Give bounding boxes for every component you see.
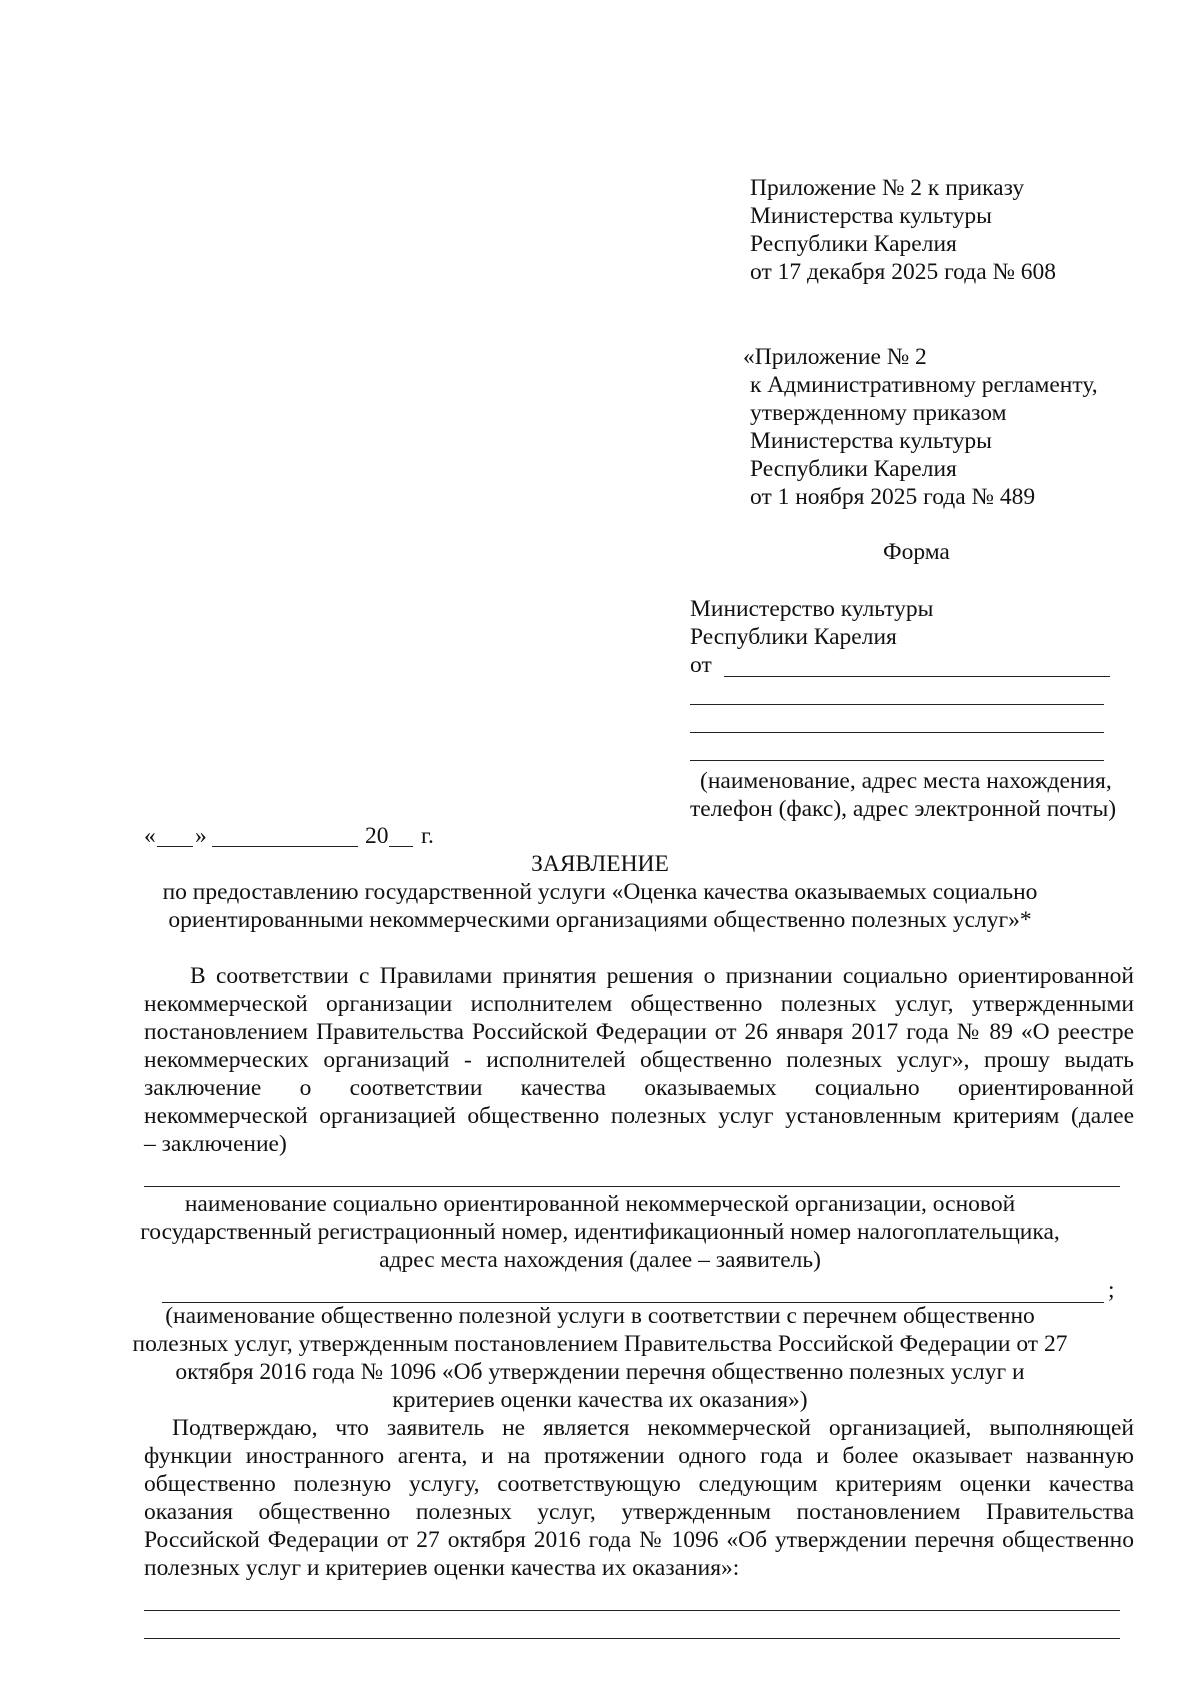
month-field-line[interactable] <box>212 846 358 847</box>
addressee-line: Республики Карелия <box>690 624 897 650</box>
appendix-regulation-line: от 1 ноября 2025 года № 489 <box>750 484 1036 510</box>
organization-hint: государственный регистрационный номер, идентификационный номер налогоплательщика, <box>140 1219 1060 1245</box>
paragraph-line: некоммерческих организаций - исполнителей общественно полезных услуг», прошу выдать <box>144 1047 1134 1073</box>
appendix-order-line: от 17 декабря 2025 года № 608 <box>750 259 1057 285</box>
year-suffix: г. <box>421 823 434 849</box>
sender-field-line[interactable] <box>690 704 1104 705</box>
paragraph-line: оказания общественно полезных услуг, утвержденным постановлением Правительства <box>144 1499 1134 1525</box>
paragraph-line: полезных услуг и критериев оценки качества их оказания»: <box>144 1555 740 1581</box>
organization-hint: адрес места нахождения (далее – заявитель) <box>379 1247 821 1273</box>
appendix-order-line: Приложение № 2 к приказу <box>750 175 1025 201</box>
appendix-regulation-line: утвержденному приказом <box>750 400 1007 426</box>
appendix-regulation-line: Республики Карелия <box>750 456 957 482</box>
organization-hint: наименование социально ориентированной некоммерческой организации, основой <box>184 1191 1016 1217</box>
day-field-line[interactable] <box>157 846 193 847</box>
date-open-quote: « <box>144 823 156 849</box>
addressee-line: Министерство культуры <box>690 596 934 622</box>
document-title: ЗАЯВЛЕНИЕ <box>531 851 669 877</box>
appendix-order-line: Республики Карелия <box>750 231 957 257</box>
addressee-hint: (наименование, адрес места нахождения, <box>700 768 1112 794</box>
from-label: от <box>690 652 712 678</box>
service-hint: полезных услуг, утвержденным постановлением Правительства Российской Федерации от 27 <box>132 1331 1068 1357</box>
service-line-end: ; <box>1108 1277 1115 1303</box>
date-close-quote: » <box>195 823 207 849</box>
sender-field-line[interactable] <box>690 760 1104 761</box>
appendix-order-line: Министерства культуры <box>750 203 992 229</box>
year-prefix: 20 <box>365 823 389 849</box>
service-hint: (наименование общественно полезной услуги в соответствии с перечнем общественно <box>165 1303 1035 1329</box>
form-label: Форма <box>883 539 950 565</box>
paragraph-line: В соответствии с Правилами принятия решения о признании социально ориентированной <box>190 963 1134 989</box>
criteria-field-line[interactable] <box>144 1610 1120 1611</box>
paragraph-line: постановлением Правительства Российской Федерации от 26 января 2017 года № 89 «О реестре <box>144 1019 1134 1045</box>
organization-field-line[interactable] <box>144 1186 1120 1187</box>
addressee-hint: телефон (факс), адрес электронной почты) <box>690 796 1117 822</box>
service-hint: критериев оценки качества их оказания») <box>392 1387 808 1413</box>
appendix-regulation-line: «Приложение № 2 <box>743 344 927 370</box>
paragraph-line: – заключение) <box>144 1131 287 1157</box>
document-subtitle: по предоставлению государственной услуги «Оценка качества оказываемых социально <box>162 879 1038 905</box>
sender-field-line[interactable] <box>724 676 1110 677</box>
year-field-line[interactable] <box>389 846 413 847</box>
paragraph-line: функции иностранного агента, и на протяжении одного года и более оказывает названную <box>144 1443 1134 1469</box>
paragraph-line: общественно полезную услугу, соответствующую следующим критериям оценки качества <box>144 1471 1134 1497</box>
appendix-regulation-line: к Административному регламенту, <box>750 372 1098 398</box>
paragraph-line: Российской Федерации от 27 октября 2016 года № 1096 «Об утверждении перечня общественно <box>144 1527 1134 1553</box>
document-subtitle: ориентированными некоммерческими организациями общественно полезных услуг»* <box>168 907 1032 933</box>
appendix-regulation-line: Министерства культуры <box>750 428 992 454</box>
service-hint: октября 2016 года № 1096 «Об утверждении перечня общественно полезных услуг и <box>175 1359 1025 1385</box>
paragraph-line: заключение о соответствии качества оказываемых социально ориентированной <box>144 1075 1134 1101</box>
paragraph-line: некоммерческой организации исполнителем общественно полезных услуг, утвержденными <box>144 991 1134 1017</box>
paragraph-line: некоммерческой организацией общественно полезных услуг установленным критериям (далее <box>144 1103 1134 1129</box>
criteria-field-line[interactable] <box>144 1638 1120 1639</box>
sender-field-line[interactable] <box>690 732 1104 733</box>
paragraph-line: Подтверждаю, что заявитель не является некоммерческой организацией, выполняющей <box>172 1415 1134 1441</box>
